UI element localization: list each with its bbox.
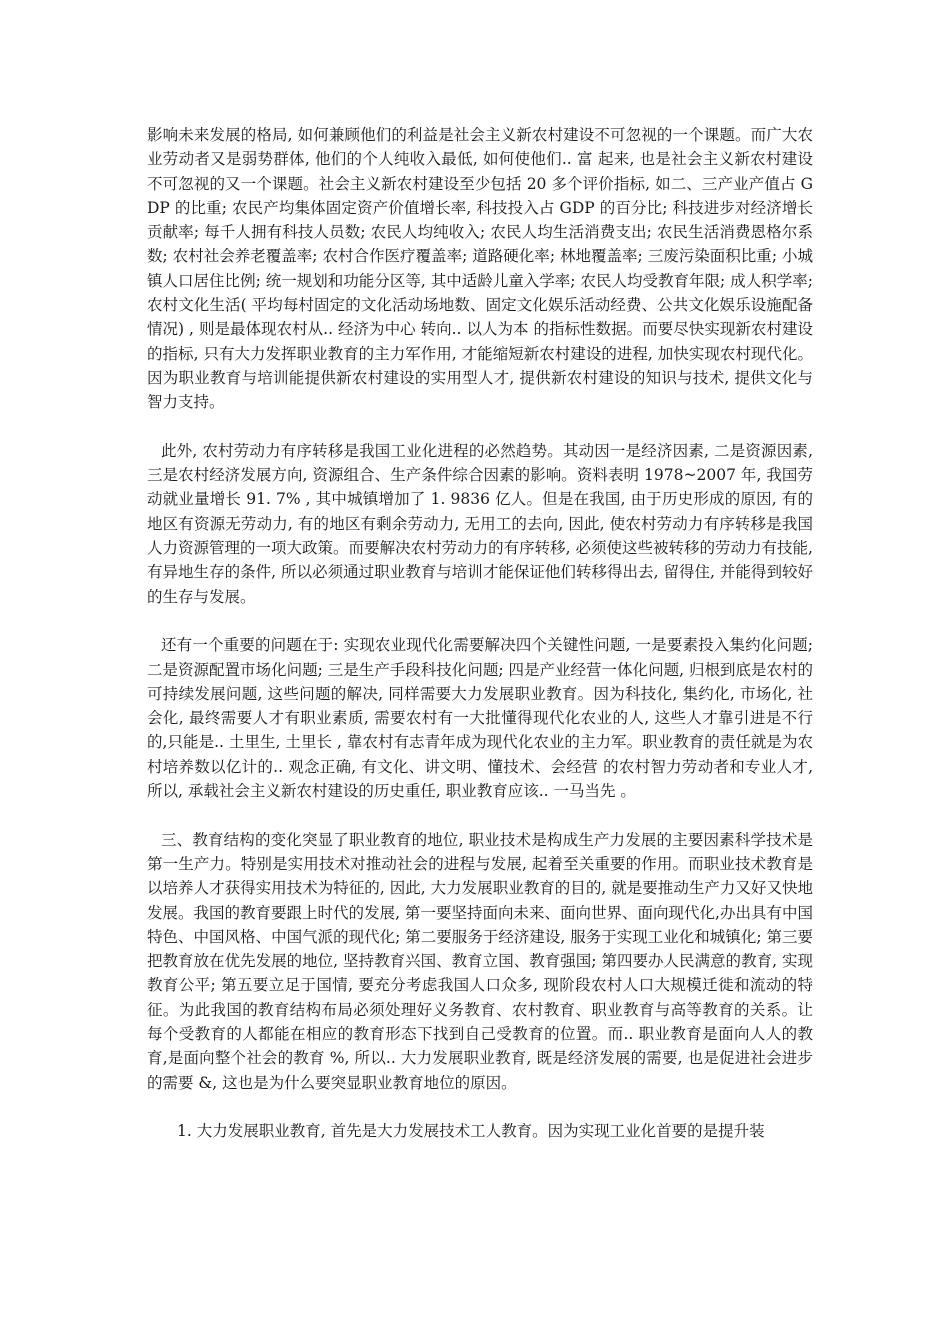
paragraph-item-1: 1. 大力发展职业教育, 首先是大力发展技术工人教育。因为实现工业化首要的是提升装 <box>177 1122 765 1141</box>
paragraph-education-structure: 三、教育结构的变化突显了职业教育的地位, 职业技术是构成生产力发展的主要因素科学技术是第一生产力。特别是实用技术对推动社会的进程与发展, 起着至关重要的作用。而职业技术教育是以培养人才获得实用技术为特征的, 因此, 大力发展职业教育的目的, 就是要推动生产力又好又快地发展。我国的教育要跟上时代的发展, 第一要坚持面向未来、面向世界、面向现代化,办出具有中国特色、中国风格、中国气派的现代化; 第二要服务于经济建设, 服务于实现工业化和城镇化; 第三要把教育放在优先发展的地位, 坚持教育兴国、教育立国、教育强国; 第四要办人民满意的教育, 实现教育公平; 第五要立足于国情, 要充分考虑我国人口众多, 现阶段农村人口大规模迁徙和流动的特征。为此我国的教育结构布局必须处理好义务教育、农村教育、职业教育与高等教育的关系。让每个受教育的人都能在相应的教育形态下找到自己受教育的位置。而.. 职业教育是面向人人的教育,是面向整个社会的教育 %, 所以.. 大力发展职业教育, 既是经济发展的需要, 也是促进社会进步的需要 &, 这也是为什么要突显职业教育地位的原因。 <box>147 830 813 1092</box>
document-body <box>147 123 813 1143</box>
paragraph-labor-transfer: 此外, 农村劳动力有序转移是我国工业化进程的必然趋势。其动因一是经济因素, 二是资源因素,三是农村经济发展方向, 资源组合、生产条件综合因素的影响。资料表明 1978~2007 年, 我国劳动就业量增长 91. 7% , 其中城镇增加了 1. 9836 亿人。但是在我国, 由于历史形成的原因, 有的地区有资源无劳动力, 有的地区有剩余劳动力, 无用工的去向, 因此, 使农村劳动力有序转移是我国人力资源管理的一项大政策。而要解决农村劳动力的有序转移, 必须使这些被转移的劳动力有技能, 有异地生存的条件, 所以必须通过职业教育与培训才能保证他们转移得出去, 留得住, 并能得到较好的生存与发展。 <box>147 441 813 606</box>
paragraph-agricultural-modernization: 还有一个重要的问题在于: 实现农业现代化需要解决四个关键性问题, 一是要素投入集约化问题; 二是资源配置市场化问题; 三是生产手段科技化问题; 四是产业经营一体化问题, 归根到底是农村的可持续发展问题, 这些问题的解决, 同样需要大力发展职业教育。因为科技化, 集约化, 市场化, 社会化, 最终需要人才有职业素质, 需要农村有一大批懂得现代化农业的人, 这些人才靠引进是不行的,只能是.. 土里生, 土里长 , 靠农村有志青年成为现代化农业的主力军。职业教育的责任就是为农村培养数以亿计的.. 观念正确, 有文化、讲文明、懂技术、会经营 的农村智力劳动者和专业人才, 所以, 承载社会主义新农村建设的历史重任, 职业教育应该.. 一马当先 。 <box>147 636 813 801</box>
paragraph-new-countryside-indicators: 影响未来发展的格局, 如何兼顾他们的利益是社会主义新农村建设不可忽视的一个课题。而广大农业劳动者又是弱势群体, 他们的个人纯收入最低, 如何使他们.. 富 起来, 也是社会主义新农村建设不可忽视的又一个课题。社会主义新农村建设至少包括 20 多个评价指标, 如二、三产业产值占 GDP 的比重; 农民产均集体固定资产价值增长率, 科技投入占 GDP 的百分比; 科技进步对经济增长贡献率; 每千人拥有科技人员数; 农民人均纯收入; 农民人均生活消费支出; 农民生活消费恩格尔系数; 农村社会养老覆盖率; 农村合作医疗覆盖率; 道路硬化率; 林地覆盖率; 三废污染面积比重; 小城镇人口居住比例; 统一规划和功能分区等, 其中适龄儿童入学率; 农民人均受教育年限; 成人积学率; 农村文化生活( 平均每村固定的文化活动场地数、固定文化娱乐活动经费、公共文化娱乐设施配备情况) , 则是最体现农村从.. 经济为中心 转向.. 以人为本 的指标性数据。而要尽快实现新农村建设的指标, 只有大力发挥职业教育的主力军作用, 才能缩短新农村建设的进程, 加快实现农村现代化。因为职业教育与培训能提供新农村建设的实用型人才, 提供新农村建设的知识与技术, 提供文化与智力支持。 <box>147 126 813 412</box>
